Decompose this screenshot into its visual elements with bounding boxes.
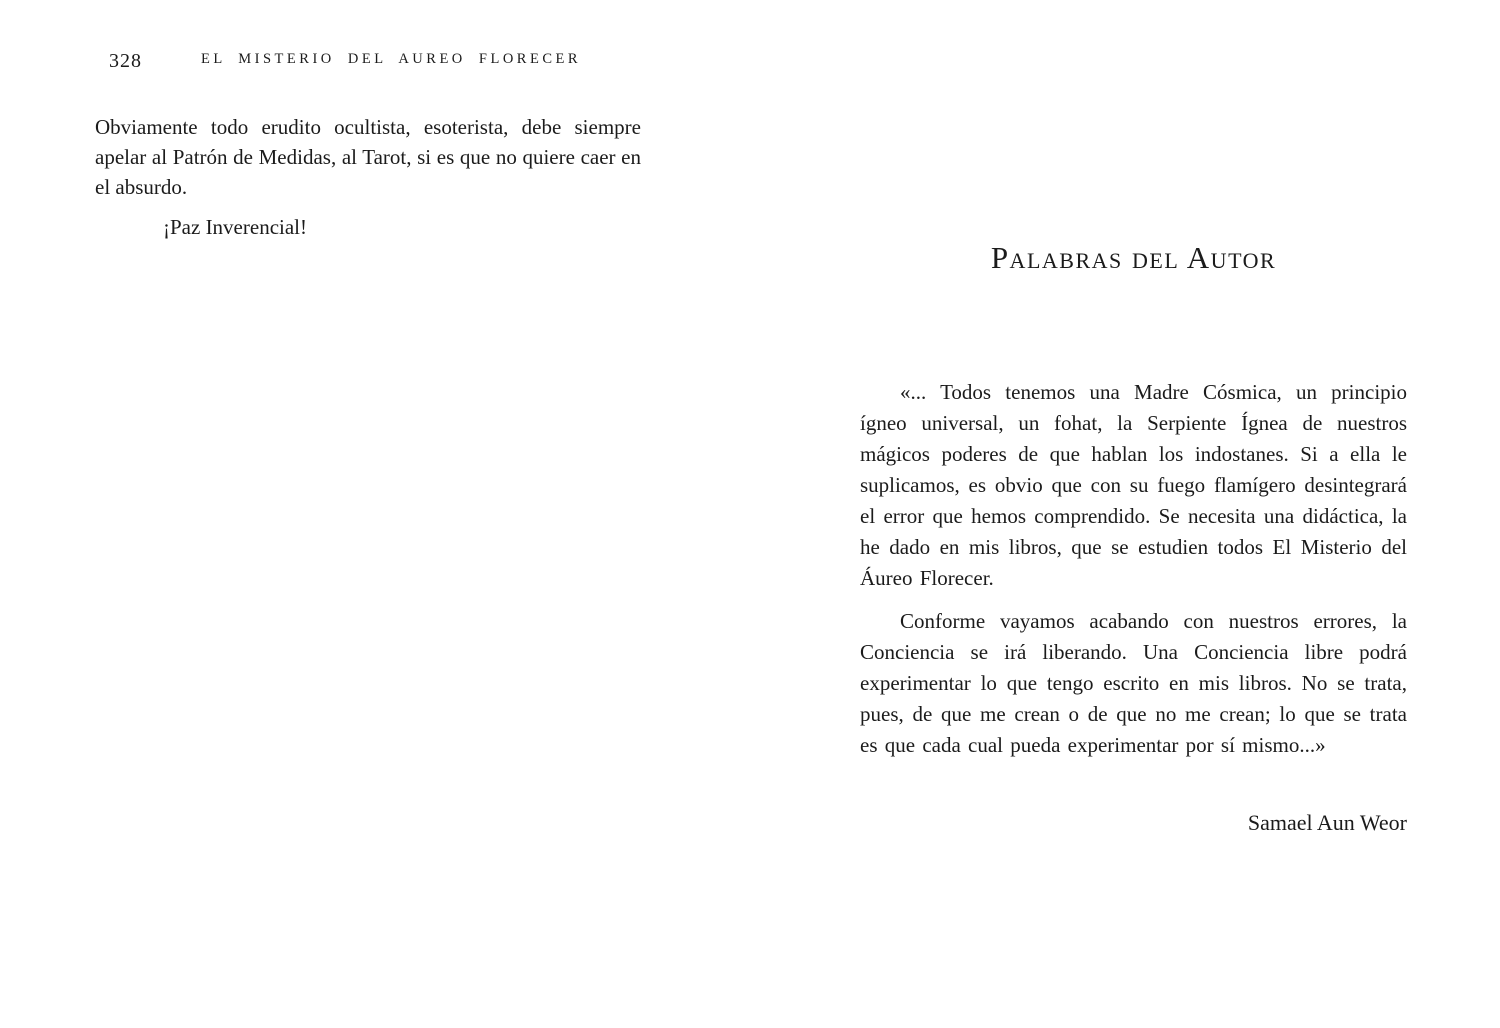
left-page: [95, 48, 641, 242]
running-header: EL MISTERIO DEL AUREO FLORECER: [200, 51, 582, 67]
right-body: [860, 377, 1407, 761]
left-page-header: [95, 48, 641, 72]
left-body-paragraph: Obviamente todo erudito ocultista, esoterista, debe siempre apelar al Patrón de Medidas, al Tarot, si es que no quiere caer en el absurdo.: [95, 115, 641, 199]
quote-paragraph-2: Conforme vayamos acabando con nuestros errores, la Conciencia se irá liberando. Una Conciencia libre podrá experimentar lo que tengo escrito en mis libros. No se trata, pues, de que me crean o de que no me crean; lo que se trata es que cada cual pueda experimentar por sí mismo...»: [860, 609, 1407, 757]
chapter-title: Palabras del Autor: [990, 240, 1277, 275]
right-page: [860, 240, 1407, 837]
page-number: 328: [109, 50, 142, 72]
closing-line: ¡Paz Inverencial!: [163, 215, 307, 239]
author-signature: Samael Aun Weor: [1247, 810, 1407, 835]
quote-paragraph-1: «... Todos tenemos una Madre Cósmica, un principio ígneo universal, un fohat, la Serpiente Ígnea de nuestros mágicos poderes de que hablan los indostanes. Si a ella le suplicamos, es obvio que con su fuego flamígero desintegrará el error que hemos comprendido. Se necesita una didáctica, la he dado en mis libros, que se estudien todos El Misterio del Áureo Florecer.: [860, 380, 1407, 590]
